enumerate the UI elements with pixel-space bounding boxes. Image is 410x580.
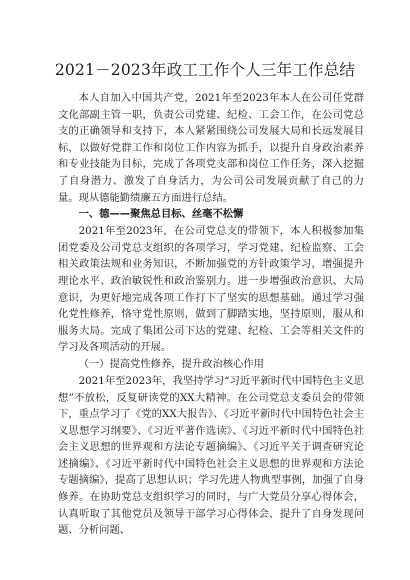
document-title: 2021－2023年政工工作个人三年工作总结 [54,61,356,79]
section-paragraph: 2021年至2023年，在公司党总支的带领下，本人积极参加集团党委及公司党总支组织的各项学习，学习党建、纪检监察、工会相关政策法规和业务知识，不断加强党的方针政策学习，增强提升理论水平、政治敏锐性和政治鉴别力。进一步增强政治意识、大局意识，为更好地完成各项工作打下了坚实的思想基础。通过学习强化党性修养，恪守党性原则，做到了脚踏实地，坚持原则，服从和服务大局。完成了集团公司下达的党建、纪检、工会等相关文件的学习及各项活动的开展。 [58,225,364,354]
section-heading: 一、德——聚焦总目标、丝毫不松懈 [78,208,244,221]
subsection-heading: （一）提高党性修养，提升政治核心作用 [78,357,264,370]
subsection-paragraph: 2021年至2023年，我坚持学习“习近平新时代中国特色主义思想”不放松，反复研读党的XX大精神。在公司党总支委员会的带领下，重点学习了《党的XX大报告》、《习近平新时代中国特色社会主义思想学习纲要》、《习近平著作选读》、《习近平新时代中国特色社会主义思想的世界观和方法论专题摘编》、《习近平关于调查研究论述摘编》、《习近平新时代中国特色社会主义思想的世界观和方法论专题摘编》，提高了思想认识；学习先进人物典型事例，加强了自身修养。在协助党总支组织学习的同时，与广大党员分享心得体会，认真听取了其他党员及领导干部学习心得体会，提升了自身发现问题、分析问题、 [58,374,364,537]
intro-paragraph: 本人自加入中国共产党，2021年至2023年本人在公司任党群文化部副主管一职，负责公司党建、纪检、工会工作，在公司党总支的正确领导和支持下，本人紧紧围绕公司发展大局和长远发展目标，以做好党群工作和岗位工作内容为抓手，以提升自身政治素养和专业技能为目标，完成了各项党支部和岗位工作任务，深入挖掘了自身潜力、激发了自身活力，为公司公司发展贡献了自己的力量。现从德能勤绩廉五方面进行总结。 [58,92,364,204]
